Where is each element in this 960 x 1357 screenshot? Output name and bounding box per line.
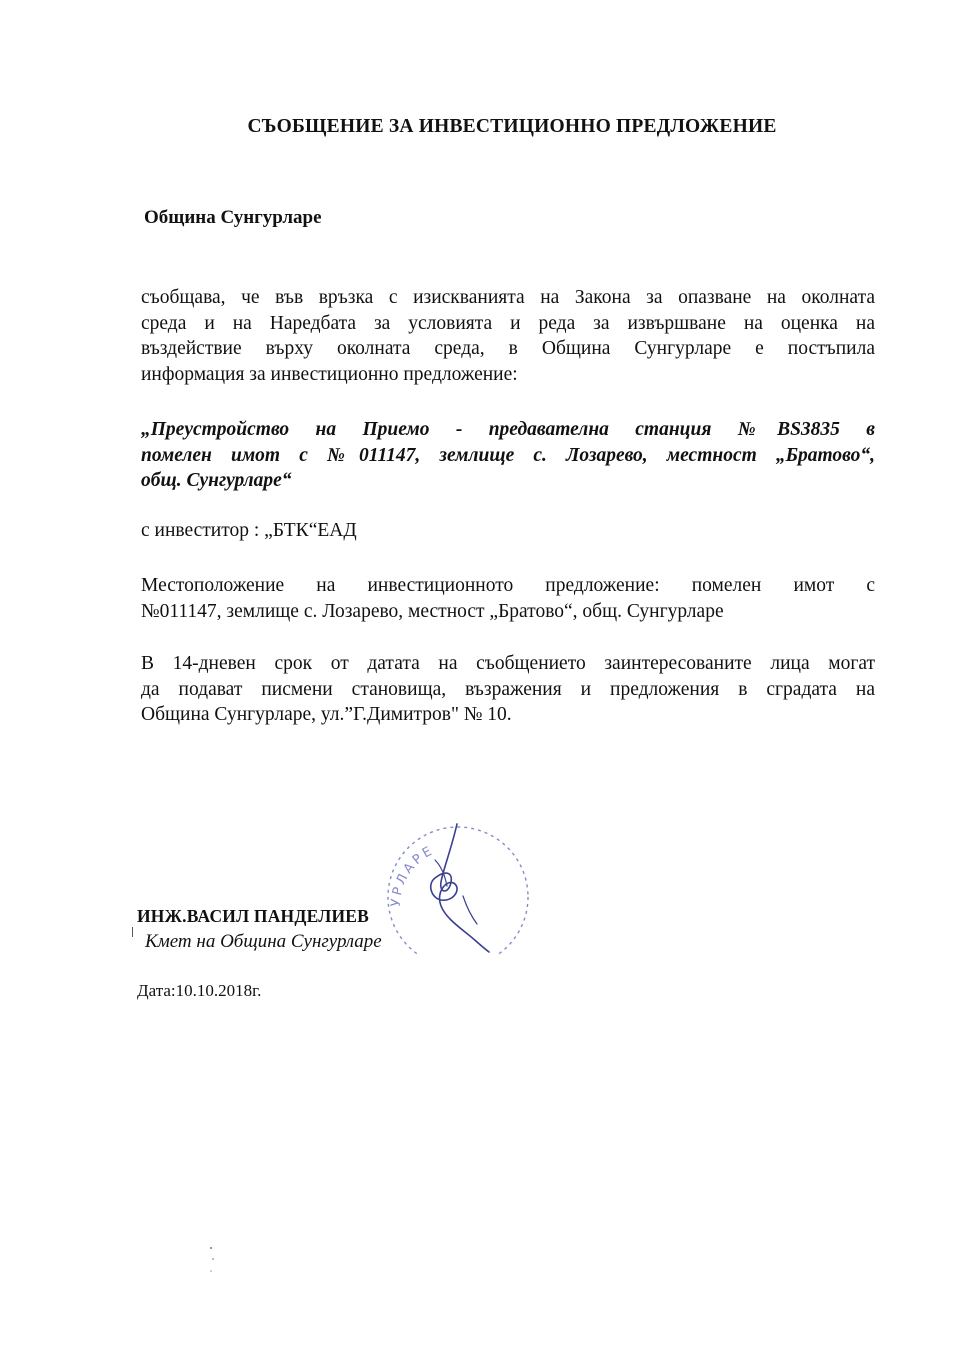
intro-line: среда и на Наредбата за условията и реда за извършване на оценка на xyxy=(141,312,875,334)
document-date: Дата:10.10.2018г. xyxy=(137,981,262,1000)
proposal-line: помелен имот с №011147, землище с. Лозарево, местност „Братово“, xyxy=(141,444,875,466)
location-paragraph xyxy=(141,573,875,624)
deadline-line: Община Сунгурларе, ул.”Г.Димитров" № 10. xyxy=(141,704,512,725)
deadline-line: да подават писмени становища, възражения и предложения в сградата на xyxy=(141,678,875,700)
margin-mark xyxy=(132,927,133,937)
handwritten-signature xyxy=(405,820,495,960)
intro-line: информация за инвестиционно предложение: xyxy=(141,363,518,385)
deadline-paragraph xyxy=(141,651,875,728)
location-line: №011147, землище с. Лозарево, местност „Братово“, общ. Сунгурларе xyxy=(141,600,724,622)
signer-name: ИНЖ.ВАСИЛ ПАНДЕЛИЕВ xyxy=(137,906,370,926)
municipality-heading: Община Сунгурларе xyxy=(144,207,322,228)
document-title: СЪОБЩЕНИЕ ЗА ИНВЕСТИЦИОННО ПРЕДЛОЖЕНИЕ xyxy=(247,116,777,137)
location-line: Местоположение на инвестиционното предложение: помелен имот с xyxy=(141,575,875,596)
intro-paragraph xyxy=(141,285,875,387)
stamp-text: УРЛАРЕ xyxy=(388,842,438,908)
proposal-paragraph xyxy=(141,417,875,494)
intro-line: въздействие върху околната среда, в Община Сунгурларе е постъпила xyxy=(141,338,875,359)
signer-role: Кмет на Община Сунгурларе xyxy=(145,931,382,952)
proposal-line: общ. Сунгурларе“ xyxy=(141,470,292,491)
intro-line: съобщава, че във връзка с изискванията на Закона за опазване на околната xyxy=(141,287,875,308)
investor-line: с инвеститор : „БТК“ЕАД xyxy=(141,520,357,541)
deadline-line: В 14-дневен срок от датата на съобщението заинтересованите лица могат xyxy=(141,653,875,674)
proposal-line: „Преустройство на Приемо - предавателна станция №BS3835 в xyxy=(141,419,875,440)
scan-specks xyxy=(208,1245,216,1275)
